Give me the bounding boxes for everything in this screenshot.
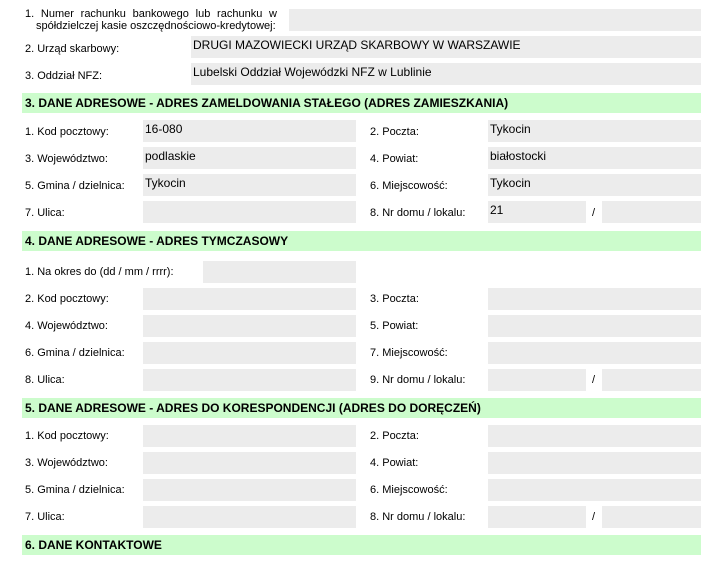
section-3-header: 3. DANE ADRESOWE - ADRES ZAMELDOWANIA STAŁEGO (ADRES ZAMIESZKANIA) bbox=[22, 93, 701, 113]
s5-county-field[interactable] bbox=[488, 452, 701, 474]
s5-commune-label: 5. Gmina / dzielnica: bbox=[25, 484, 125, 496]
s3-voivodeship-field[interactable]: podlaskie bbox=[143, 147, 356, 169]
s5-number-separator: / bbox=[592, 511, 596, 523]
s5-post-office-label: 2. Poczta: bbox=[370, 430, 419, 442]
s5-commune-field[interactable] bbox=[143, 479, 356, 501]
s4-postal-code-label: 2. Kod pocztowy: bbox=[25, 293, 109, 305]
s5-street-field[interactable] bbox=[143, 506, 356, 528]
bank-account-label-line1: 1. Numer rachunku bankowego lub rachunku w bbox=[25, 8, 277, 20]
bank-account-field[interactable] bbox=[289, 9, 701, 31]
s4-postal-code-field[interactable] bbox=[143, 288, 356, 310]
s4-county-label: 5. Powiat: bbox=[370, 320, 419, 332]
s5-postal-code-field[interactable] bbox=[143, 425, 356, 447]
s5-house-number-field[interactable] bbox=[488, 506, 586, 528]
s3-postal-code-label: 1. Kod pocztowy: bbox=[25, 126, 109, 138]
s3-street-label: 7. Ulica: bbox=[25, 207, 65, 219]
section-5-header: 5. DANE ADRESOWE - ADRES DO KORESPONDENCJI (ADRES DO DORĘCZEŃ) bbox=[22, 398, 701, 418]
s3-commune-label: 5. Gmina / dzielnica: bbox=[25, 180, 125, 192]
s4-voivodeship-field[interactable] bbox=[143, 315, 356, 337]
s3-number-separator: / bbox=[592, 207, 596, 219]
tax-office-label: 2. Urząd skarbowy: bbox=[25, 43, 120, 55]
s3-county-field[interactable]: białostocki bbox=[488, 147, 701, 169]
s4-period-label: 1. Na okres do (dd / mm / rrrr): bbox=[25, 266, 174, 278]
s3-house-number-field[interactable]: 21 bbox=[488, 201, 586, 223]
s3-post-office-label: 2. Poczta: bbox=[370, 126, 419, 138]
s4-street-label: 8. Ulica: bbox=[25, 374, 65, 386]
nfz-branch-label: 3. Oddział NFZ: bbox=[25, 70, 103, 82]
s5-county-label: 4. Powiat: bbox=[370, 457, 419, 469]
s5-house-number-label: 8. Nr domu / lokalu: bbox=[370, 511, 466, 523]
s3-locality-label: 6. Miejscowość: bbox=[370, 180, 448, 192]
s4-post-office-label: 3. Poczta: bbox=[370, 293, 419, 305]
s5-locality-label: 6. Miejscowość: bbox=[370, 484, 448, 496]
s3-voivodeship-label: 3. Województwo: bbox=[25, 153, 108, 165]
s4-house-number-label: 9. Nr domu / lokalu: bbox=[370, 374, 466, 386]
s4-apartment-number-field[interactable] bbox=[602, 369, 701, 391]
s4-county-field[interactable] bbox=[488, 315, 701, 337]
s5-locality-field[interactable] bbox=[488, 479, 701, 501]
s3-post-office-field[interactable]: Tykocin bbox=[488, 120, 701, 142]
s3-apartment-number-field[interactable] bbox=[602, 201, 701, 223]
s4-commune-label: 6. Gmina / dzielnica: bbox=[25, 347, 125, 359]
s4-house-number-field[interactable] bbox=[488, 369, 586, 391]
s3-locality-field[interactable]: Tykocin bbox=[488, 174, 701, 196]
s4-street-field[interactable] bbox=[143, 369, 356, 391]
s4-commune-field[interactable] bbox=[143, 342, 356, 364]
bank-account-label bbox=[25, 8, 277, 32]
s3-street-field[interactable] bbox=[143, 201, 356, 223]
s5-apartment-number-field[interactable] bbox=[602, 506, 701, 528]
s4-locality-label: 7. Miejscowość: bbox=[370, 347, 448, 359]
s3-house-number-label: 8. Nr domu / lokalu: bbox=[370, 207, 466, 219]
s5-postal-code-label: 1. Kod pocztowy: bbox=[25, 430, 109, 442]
s4-post-office-field[interactable] bbox=[488, 288, 701, 310]
s4-voivodeship-label: 4. Województwo: bbox=[25, 320, 108, 332]
s4-locality-field[interactable] bbox=[488, 342, 701, 364]
section-6-header: 6. DANE KONTAKTOWE bbox=[22, 535, 701, 555]
s3-postal-code-field[interactable]: 16-080 bbox=[143, 120, 356, 142]
s5-voivodeship-field[interactable] bbox=[143, 452, 356, 474]
bank-account-label-line2: spółdzielczej kasie oszczędnościowo-kredytowej: bbox=[36, 20, 276, 32]
s5-voivodeship-label: 3. Województwo: bbox=[25, 457, 108, 469]
s4-period-field[interactable] bbox=[203, 261, 356, 283]
s3-commune-field[interactable]: Tykocin bbox=[143, 174, 356, 196]
tax-office-field[interactable]: DRUGI MAZOWIECKI URZĄD SKARBOWY W WARSZAWIE bbox=[191, 36, 701, 58]
s3-county-label: 4. Powiat: bbox=[370, 153, 419, 165]
section-4-header: 4. DANE ADRESOWE - ADRES TYMCZASOWY bbox=[22, 231, 701, 251]
nfz-branch-field[interactable]: Lubelski Oddział Wojewódzki NFZ w Lublinie bbox=[191, 63, 701, 85]
s5-street-label: 7. Ulica: bbox=[25, 511, 65, 523]
s4-number-separator: / bbox=[592, 374, 596, 386]
s5-post-office-field[interactable] bbox=[488, 425, 701, 447]
